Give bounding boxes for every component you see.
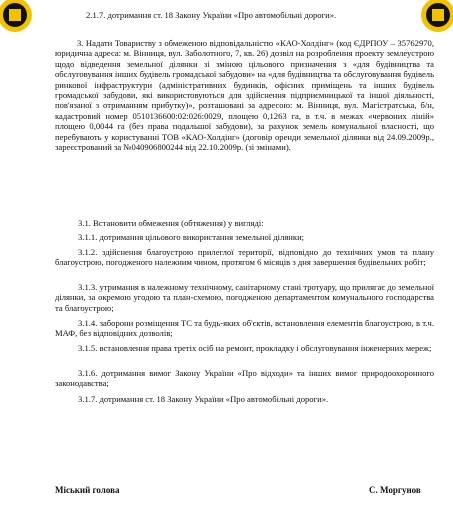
corner-badge-left-icon <box>0 0 34 34</box>
signature-name: С. Моргунов <box>369 485 421 495</box>
top-clause: 2.1.7. дотримання ст. 18 Закону України «Про автомобільні дороги». <box>86 10 337 20</box>
paragraph-3: 3. Надати Товариству з обмеженою відповідальністю «КАО-Холдінг» (код ЄДРПОУ – 35762970, юридична адреса: м. Вінниця, вул. Заболотного, 7, кв. 26) дозвіл на розроблення проекту землеустрою щодо відведення земельної ділянки зі зміною цільового призначення з «для будівництва та обслуговування інших будівель громадської забудови» на «для будівництва та обслуговування будівель ринкової інфраструктури (адміністративних будинків, офісних приміщень та інших будівель громадської забудови, які використовуються для здійснення підприємницької та іншої діяльності, пов'язаної з отриманням прибутку)», розташовані за адресою: м. Вінниця, вул. Магістратська, б/н, кадастровий номер 0510136600:02:026:0029, площею 0,1263 га, в т.ч. в межах «червоних ліній» площею 0,0044 га (без права подальшої забудови), за рахунок земель комунальної власності, що перебувають у користуванні ТОВ «КАО-Холдінг» (договір оренди земельної ділянки від 24.09.2009р., зареєстрований за №040906800244 від 22.10.2009р. (зі змінами). <box>55 38 434 153</box>
item-3-1-7: 3.1.7. дотримання ст. 18 Закону України «Про автомобільні дороги». <box>78 394 329 404</box>
corner-badge-right-icon <box>419 0 453 34</box>
item-3-1-1: 3.1.1. дотримання цільового використання земельної ділянки; <box>78 232 305 242</box>
item-3-1-6: 3.1.6. дотримання вимог Закону України «Про відходи» та інших вимог природоохоронного законодавства; <box>55 368 434 389</box>
signature-title: Міський голова <box>55 485 120 495</box>
item-3-1-2: 3.1.2. здійснення благоустрою прилеглої території, відповідно до технічних умов та плану благоустрою, погодженого належним чином, протягом 6 місяців з дня завершення будівельних робіт; <box>55 247 434 268</box>
item-3-1-3: 3.1.3. утримання в належному технічному, санітарному стані тротуару, що прилягає до земельної ділянки, за окремою угодою та план-схемою, погодженою департаментом комунального господарства та благоустрою; <box>55 282 434 313</box>
item-3-1-5: 3.1.5. встановлення права третіх осіб на ремонт, прокладку і обслуговування інженерних мереж; <box>78 343 432 353</box>
item-3-1: 3.1. Встановити обмеження (обтяження) у вигляді: <box>78 218 264 228</box>
item-3-1-4: 3.1.4. заборони розміщення ТС та будь-яких об'єктів, встановлення елементів благоустрою, в т.ч. МАФ, без відповідних дозволів; <box>55 318 434 339</box>
